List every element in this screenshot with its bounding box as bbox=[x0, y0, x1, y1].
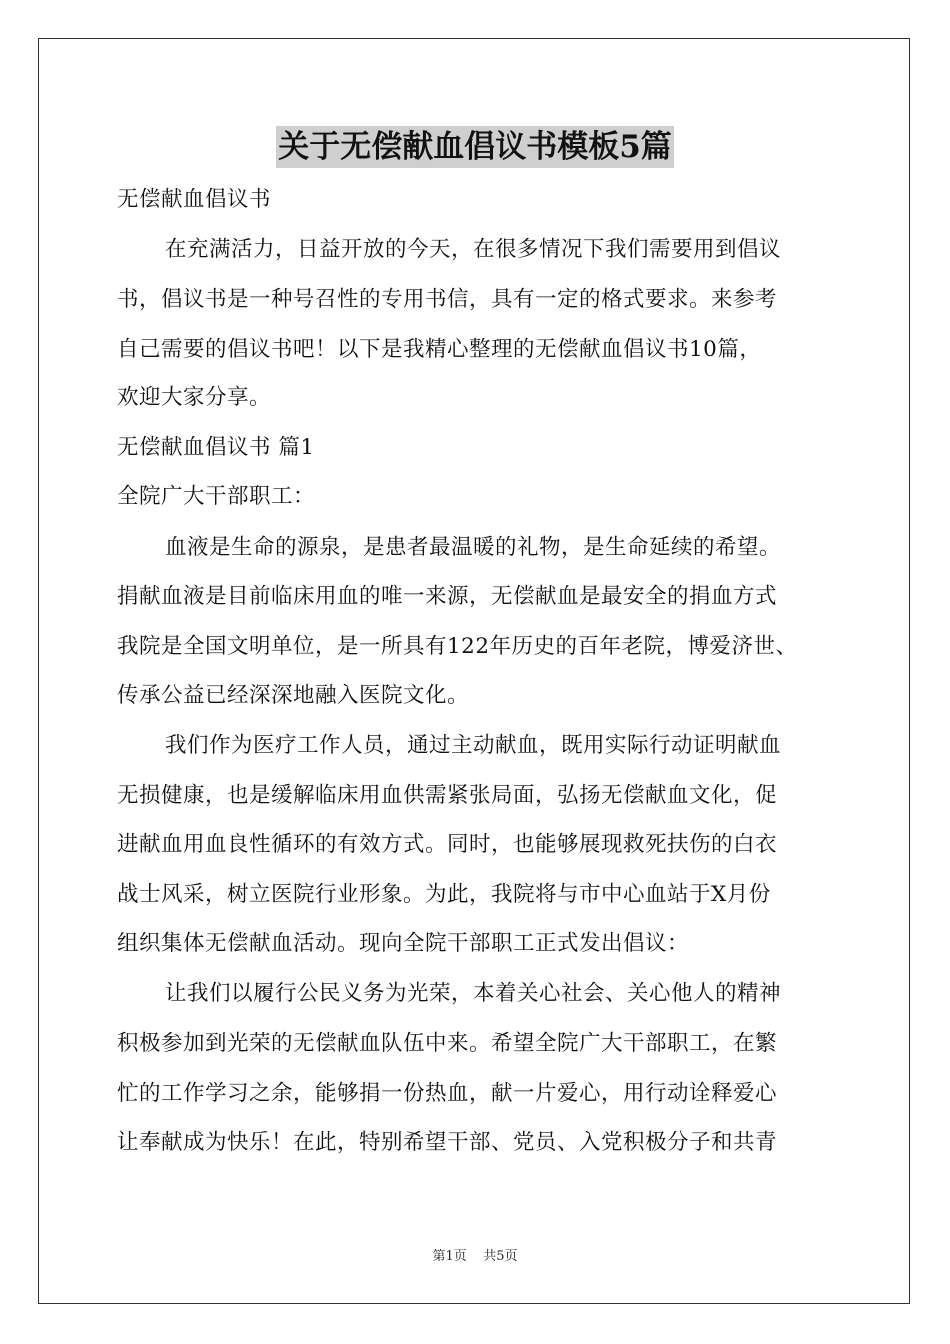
section-heading: 无偿献血倡议书 篇1 bbox=[117, 435, 315, 460]
document-title: 关于无偿献血倡议书模板5篇 bbox=[276, 126, 674, 168]
salutation: 全院广大干部职工： bbox=[117, 484, 316, 509]
paragraph-line: 无损健康，也是缓解临床用血供需紧张局面，弘扬无偿献血文化，促 bbox=[117, 783, 778, 808]
paragraph-line: 书，倡议书是一种号召性的专用书信，具有一定的格式要求。来参考 bbox=[117, 287, 778, 312]
paragraph-line: 我院是全国文明单位，是一所具有122年历史的百年老院，博爱济世、 bbox=[117, 634, 798, 659]
title-container bbox=[0, 126, 950, 168]
page-border bbox=[38, 38, 910, 1304]
paragraph-line: 忙的工作学习之余，能够捐一份热血，献一片爱心，用行动诠释爱心 bbox=[117, 1081, 778, 1106]
paragraph-line: 让我们以履行公民义务为光荣，本着关心社会、关心他人的精神 bbox=[165, 981, 782, 1006]
paragraph-line: 传承公益已经深深地融入医院文化。 bbox=[117, 683, 470, 708]
page-footer: 第1页 共5页 bbox=[432, 1249, 518, 1264]
paragraph-line: 欢迎大家分享。 bbox=[117, 385, 272, 410]
paragraph-line: 组织集体无偿献血活动。现向全院干部职工正式发出倡议： bbox=[117, 931, 690, 956]
paragraph-line: 捐献血液是目前临床用血的唯一来源，无偿献血是最安全的捐血方式 bbox=[117, 584, 778, 609]
section-heading: 无偿献血倡议书 bbox=[117, 187, 272, 212]
paragraph-line: 战士风采，树立医院行业形象。为此，我院将与市中心血站于X月份 bbox=[117, 882, 771, 907]
paragraph-line: 让奉献成为快乐！在此，特别希望干部、党员、入党积极分子和共青 bbox=[117, 1130, 778, 1155]
paragraph-line: 我们作为医疗工作人员，通过主动献血，既用实际行动证明献血 bbox=[165, 733, 782, 758]
paragraph-line: 血液是生命的源泉，是患者最温暖的礼物，是生命延续的希望。 bbox=[165, 535, 782, 560]
paragraph-line: 在充满活力，日益开放的今天，在很多情况下我们需要用到倡议 bbox=[165, 237, 782, 262]
paragraph-line: 进献血用血良性循环的有效方式。同时，也能够展现救死扶伤的白衣 bbox=[117, 832, 778, 857]
paragraph-line: 积极参加到光荣的无偿献血队伍中来。希望全院广大干部职工，在繁 bbox=[117, 1031, 778, 1056]
paragraph-line: 自己需要的倡议书吧！以下是我精心整理的无偿献血倡议书10篇， bbox=[117, 337, 762, 362]
